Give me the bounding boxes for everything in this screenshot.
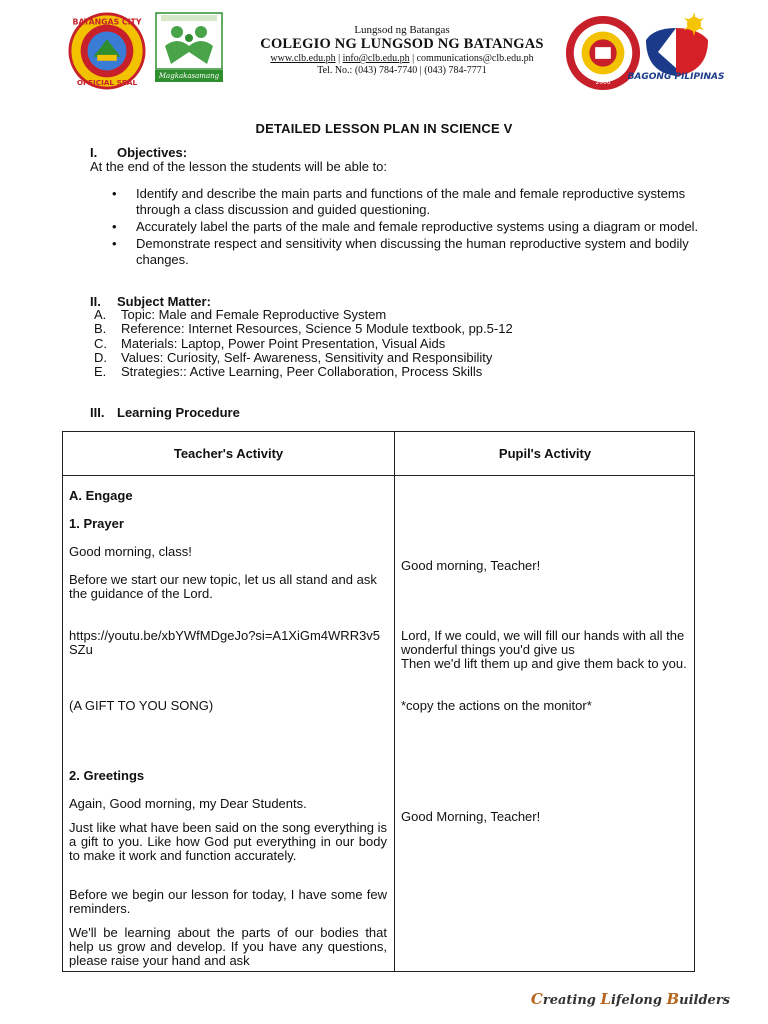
subject-matter-heading-text: Subject Matter: [117, 294, 211, 309]
website-link[interactable]: www.clb.edu.ph [270, 53, 336, 64]
pupil-prayer-line-2: Then we'd lift them up and give them back to you. [401, 656, 687, 671]
svg-text:2006: 2006 [595, 80, 611, 87]
batangas-city-seal-icon [68, 12, 146, 90]
pupil-greeting: Good morning, Teacher! [401, 558, 541, 573]
svg-text:BATANGAS CITY: BATANGAS CITY [72, 17, 142, 27]
prayer-heading: 1. Prayer [69, 516, 124, 531]
teacher-greeting-again: Again, Good morning, my Dear Students. [69, 796, 307, 811]
header-telephone: Tel. No.: (043) 784-7740 | (043) 784-7771 [317, 65, 487, 76]
teacher-lesson-intro: We'll be learning about the parts of our bodies that help us grow and develop. If you have any questions, please raise your hand and ask [69, 925, 387, 968]
organization-logo-caption: Magkakasamang Lingap [155, 70, 223, 82]
organization-logo-icon [155, 12, 223, 70]
learning-procedure-heading [90, 405, 240, 420]
table-column-divider [394, 432, 395, 971]
learning-procedure-number: III. [90, 405, 105, 420]
teacher-song-reflection: Just like what have been said on the song everything is a gift to you. Like how God put everything in our body to make it work and function accurately. [69, 820, 387, 863]
objective-item: • Accurately label the parts of the male and female reproductive systems using a diagram or model. [112, 219, 732, 235]
pupil-copy-actions: *copy the actions on the monitor* [401, 698, 592, 713]
school-name: COLEGIO NG LUNGSOD NG BATANGAS [260, 36, 544, 52]
pupil-prayer-line-1: Lord, If we could, we will fill our hands with all the wonderful things you'd give us [401, 628, 685, 657]
teacher-prayer-instruction: Before we start our new topic, let us all stand and ask the guidance of the Lord. [69, 572, 377, 601]
svg-text:OFFICIAL SEAL: OFFICIAL SEAL [76, 78, 138, 88]
subject-matter-item: B. Reference: Internet Resources, Science 5 Module textbook, pp.5-12 [94, 321, 513, 337]
objective-item: • Identify and describe the main parts and functions of the male and female reproductive systems through a class discussion and guided questioning. [112, 186, 732, 218]
procedure-table [62, 431, 695, 972]
objectives-list [112, 186, 732, 269]
header-city: Lungsod ng Batangas [354, 24, 450, 36]
subject-matter-item: A. Topic: Male and Female Reproductive System [94, 307, 387, 322]
song-title: (A GIFT TO YOU SONG) [69, 698, 214, 713]
objectives-intro: At the end of the lesson the students will be able to: [90, 159, 388, 174]
teacher-greeting: Good morning, class! [69, 544, 192, 559]
objectives-number: I. [90, 145, 98, 160]
teacher-reminders-intro: Before we begin our lesson for today, I have some few reminders. [69, 887, 387, 916]
objectives-heading [90, 145, 187, 160]
header-contacts: www.clb.edu.ph | info@clb.edu.ph | communications@clb.edu.ph [270, 53, 534, 64]
footer-tagline: Creating Lifelong Builders [530, 990, 730, 1008]
page-title: DETAILED LESSON PLAN IN SCIENCE V [255, 121, 513, 136]
subject-matter-item: D. Values: Curiosity, Self- Awareness, Sensitivity and Responsibility [94, 349, 493, 365]
subject-matter-item: C. Materials: Laptop, Power Point Presentation, Visual Aids [94, 335, 446, 351]
pupil-activity-header: Pupil's Activity [498, 446, 592, 461]
letterhead [0, 0, 768, 95]
pupil-greeting-2: Good Morning, Teacher! [401, 809, 541, 824]
greetings-heading: 2. Greetings [69, 768, 145, 783]
objectives-heading-text: Objectives: [117, 145, 188, 160]
info-email-link[interactable]: info@clb.edu.ph [342, 53, 410, 64]
subject-matter-item: E. Strategies:: Active Learning, Peer Collaboration, Process Skills [94, 364, 483, 380]
subject-matter-number: II. [90, 294, 101, 309]
learning-procedure-heading-text: Learning Procedure [117, 405, 240, 420]
song-video-link[interactable]: https://youtu.be/xbYWfMDgeJo?si=A1XiGm4WRR3v5SZu [69, 628, 381, 657]
communications-email[interactable]: communications@clb.edu.ph [416, 53, 534, 64]
engage-heading: A. Engage [69, 488, 133, 503]
subject-matter-list [94, 308, 513, 379]
table-header-divider [63, 475, 694, 476]
teacher-activity-header: Teacher's Activity [173, 446, 284, 461]
bagong-pilipinas-label: BAGONG PILIPINAS [627, 72, 725, 82]
objective-item: • Demonstrate respect and sensitivity when discussing the human reproductive system and bodily changes. [112, 236, 732, 268]
